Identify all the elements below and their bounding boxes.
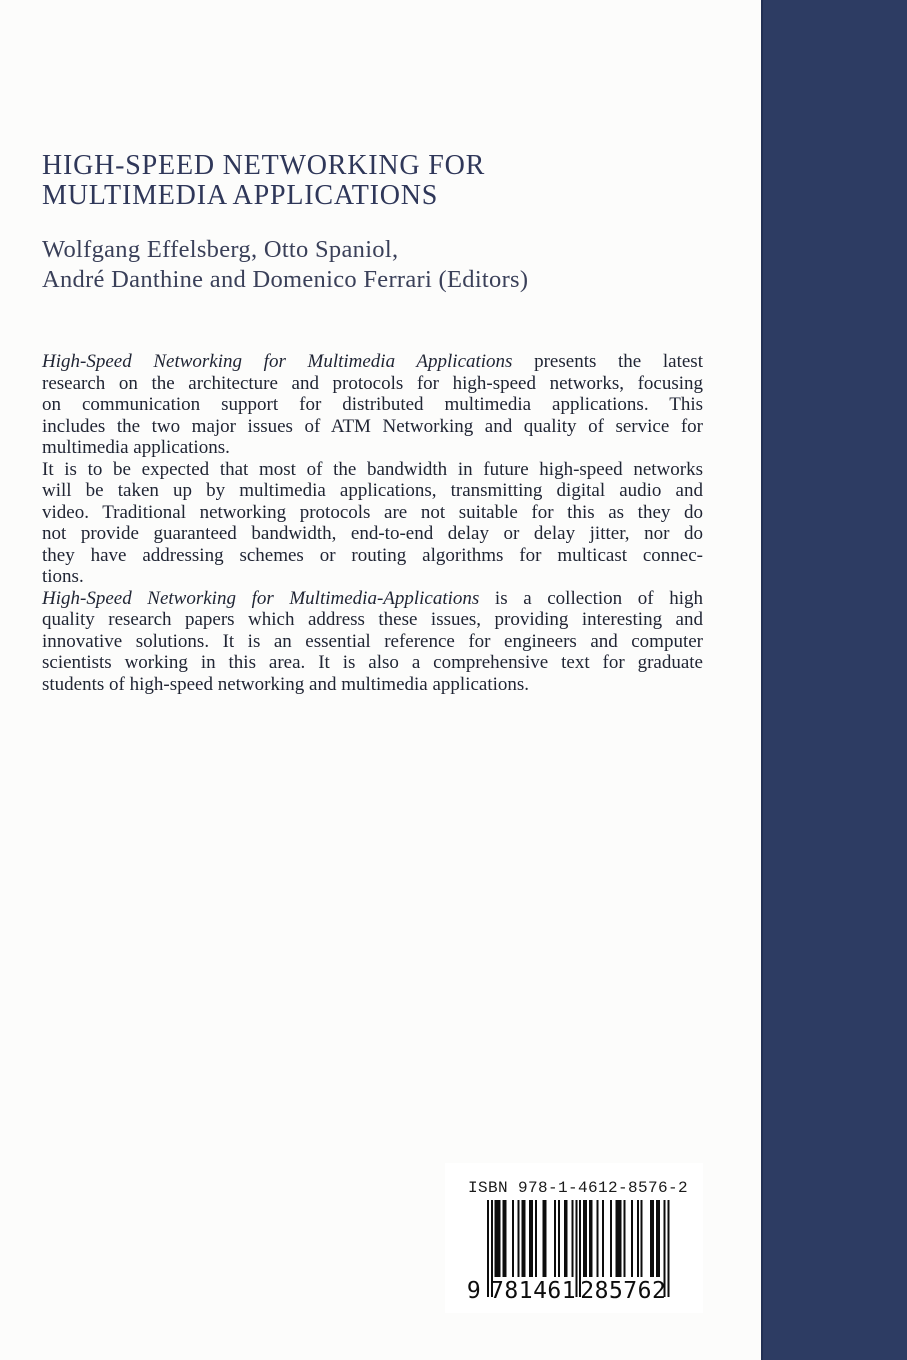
synopsis-segment: scientists working in this area. It is also a comprehensive text for graduate [42, 652, 703, 673]
synopsis-segment: It is to be expected that most of the bandwidth in future high-speed networks [42, 458, 703, 480]
synopsis-line [42, 609, 703, 631]
synopsis-italic-title: High-Speed Networking for Multimedia-Applications [42, 587, 480, 609]
synopsis-segment: innovative solutions. It is an essential reference for engineers and computer [42, 630, 703, 652]
svg-text:9: 9 [466, 1278, 482, 1303]
synopsis-line [42, 652, 703, 674]
synopsis-line [42, 416, 703, 438]
synopsis-line [42, 502, 703, 524]
synopsis-line [42, 523, 703, 545]
book-title-line-2: MULTIMEDIA APPLICATIONS [42, 180, 439, 211]
synopsis-segment: research on the architecture and protocols for high-speed networks, focusing [42, 372, 703, 394]
ean13-barcode [465, 1200, 673, 1303]
svg-text:781461: 781461 [490, 1278, 577, 1303]
synopsis-text [42, 351, 703, 695]
synopsis-segment: tions. [42, 566, 84, 587]
synopsis-segment: video. Traditional networking protocols are not suitable for this as they do [42, 501, 703, 523]
synopsis-segment: multimedia applications. [42, 437, 230, 458]
book-authors-line-1: Wolfgang Effelsberg, Otto Spaniol, [42, 236, 399, 263]
synopsis-line [42, 373, 703, 395]
synopsis-line [42, 437, 703, 459]
synopsis-segment: presents the latest [512, 351, 703, 372]
book-authors-line-2: André Danthine and Domenico Ferrari (Editors) [42, 266, 529, 293]
synopsis-line [42, 351, 703, 373]
synopsis-segment: is a collection of high [479, 587, 703, 609]
synopsis-line [42, 459, 703, 481]
book-title-line-1: HIGH-SPEED NETWORKING FOR [42, 150, 486, 181]
synopsis-segment: on communication support for distributed multimedia applications. This [42, 394, 703, 415]
synopsis-segment: quality research papers which address these issues, providing interesting and [42, 609, 703, 630]
synopsis-line [42, 545, 703, 567]
synopsis-line [42, 588, 703, 610]
synopsis-line [42, 566, 703, 588]
synopsis-line [42, 394, 703, 416]
book-title [42, 151, 722, 211]
synopsis-line [42, 480, 703, 502]
synopsis-segment: students of high-speed networking and multimedia applications. [42, 673, 530, 695]
synopsis-italic-title: High-Speed Networking for Multimedia Applications [42, 351, 513, 372]
synopsis-segment: will be taken up by multimedia applications, transmitting digital audio and [42, 480, 703, 501]
synopsis-segment: includes the two major issues of ATM Networking and quality of service for [42, 415, 703, 437]
synopsis-segment: they have addressing schemes or routing algorithms for multicast connec- [42, 544, 703, 566]
svg-text:285762: 285762 [580, 1278, 667, 1303]
synopsis-line [42, 631, 703, 653]
synopsis-line [42, 674, 703, 696]
spine-stripe [761, 0, 907, 1360]
isbn-label: ISBN 978-1-4612-8576-2 [468, 1179, 689, 1197]
synopsis-segment: not provide guaranteed bandwidth, end-to-end delay or delay jitter, nor do [42, 523, 703, 544]
book-authors [42, 235, 722, 295]
